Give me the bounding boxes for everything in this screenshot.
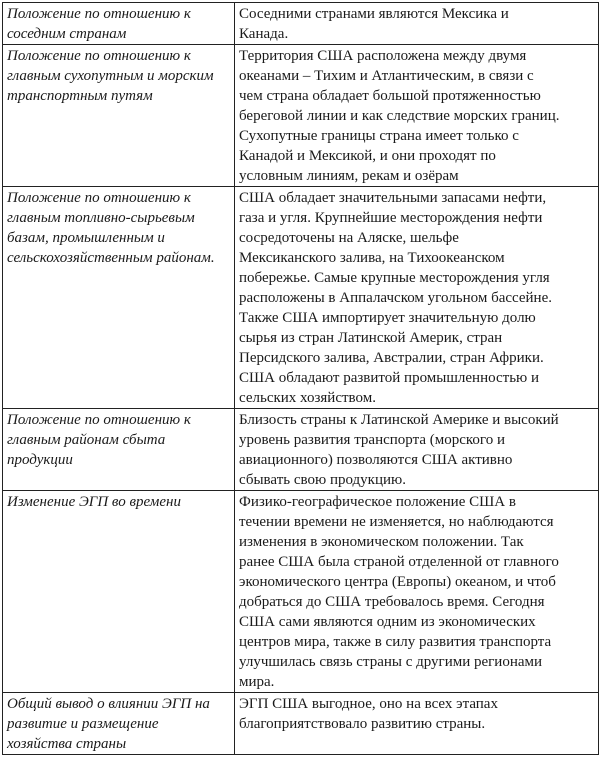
aspect-text: Положение по отношению к главным сухопутным и морским транспортным путям (7, 48, 214, 104)
aspect-cell (3, 187, 235, 409)
description-cell (235, 3, 599, 45)
aspect-cell (3, 3, 235, 45)
aspect-text: Положение по отношению к соседним странам (7, 6, 191, 42)
table-row-neighbors (3, 3, 599, 45)
aspect-cell (3, 693, 235, 755)
aspect-cell (3, 45, 235, 187)
egp-table (2, 2, 599, 755)
description-text: Близость страны к Латинской Америке и высокий уровень развития транспорта (морского и авиационного) позволяются США активно сбывать свою продукцию. (239, 412, 559, 488)
aspect-cell (3, 409, 235, 491)
description-cell (235, 45, 599, 187)
table-row-change-over-time (3, 491, 599, 693)
table-row-transport-routes (3, 45, 599, 187)
description-text: США обладает значительными запасами нефти, газа и угля. Крупнейшие месторождения нефти сосредоточены на Аляске, шельфе Мексиканского залива, на Тихоокеанском побережье. Самые крупные месторождения угля расположены в Аппалачском угольном бассейне. Также США импортирует значительную долю сырья из стран Латинской Америк, стран Персидского залива, Австралии, стран Африки. США обладают развитой промышленностью и сельских хозяйством. (239, 190, 552, 406)
table-row-conclusion (3, 693, 599, 755)
table-row-resource-bases (3, 187, 599, 409)
description-text: Соседними странами являются Мексика и Канада. (239, 6, 509, 42)
aspect-text: Положение по отношению к главным районам сбыта продукции (7, 412, 191, 468)
description-text: ЭГП США выгодное, оно на всех этапах благоприятствовало развитию страны. (239, 696, 498, 732)
aspect-text: Положение по отношению к главным топливно-сырьевым базам, промышленным и сельскохозяйственным районам. (7, 190, 215, 266)
description-cell (235, 693, 599, 755)
aspect-text: Изменение ЭГП во времени (7, 494, 181, 510)
table-row-sales-regions (3, 409, 599, 491)
description-text: Физико-географическое положение США в течении времени не изменяется, но наблюдаются изменения в экономическом положении. Так ранее США была страной отделенной от главного экономического центра (Европы) океаном, и чтоб добраться до США требовалось время. Сегодня США сами являются одним из экономических центров мира, также в силу развития транспорта улучшилась связь страны с другими регионами мира. (239, 494, 559, 690)
aspect-cell (3, 491, 235, 693)
aspect-text: Общий вывод о влиянии ЭГП на развитие и размещение хозяйства страны (7, 696, 210, 752)
description-cell (235, 491, 599, 693)
description-text: Территория США расположена между двумя океанами – Тихим и Атлантическим, в связи с чем страна обладает большой протяженностью береговой линии и как следствие морских границ. Сухопутные границы страна имеет только с Канадой и Мексикой, и они проходят по условным линиям, рекам и озёрам (239, 48, 560, 184)
description-cell (235, 187, 599, 409)
description-cell (235, 409, 599, 491)
